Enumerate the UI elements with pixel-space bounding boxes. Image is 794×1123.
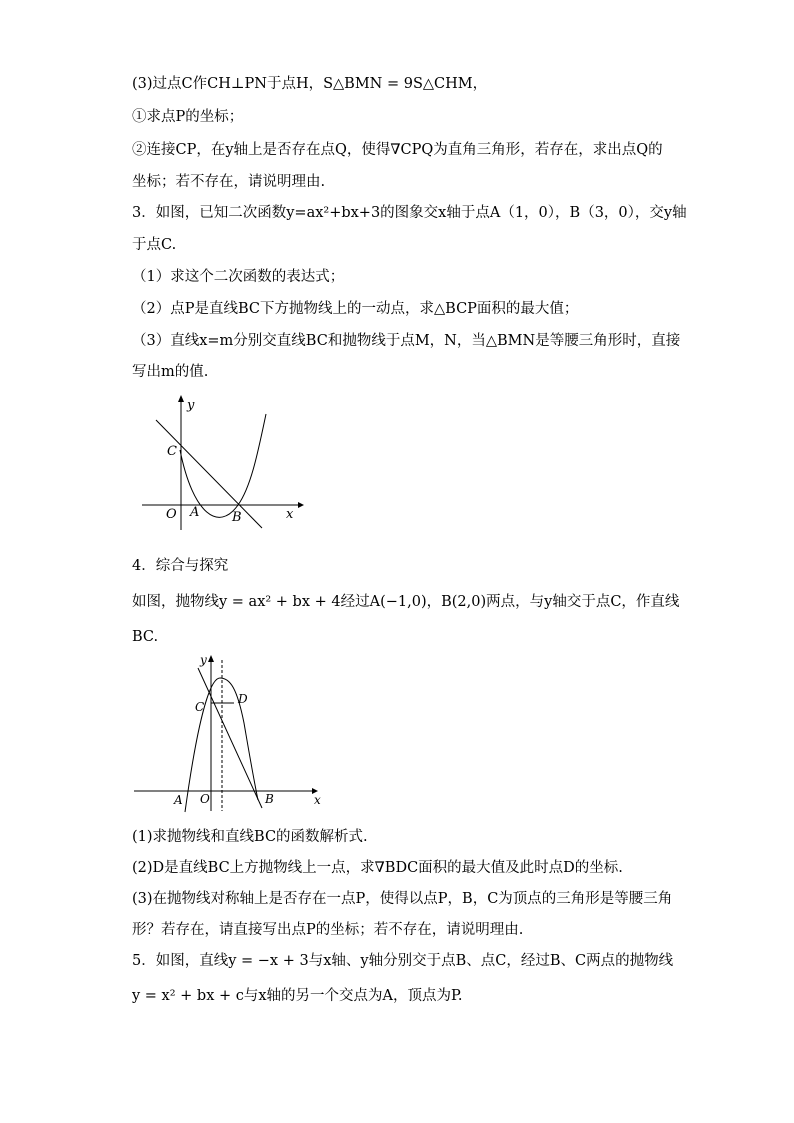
p2-part3: (3)过点C作CH⊥PN于点H，S△BMN = 9S△CHM， <box>132 76 488 92</box>
p4-stem-line2: BC. <box>132 629 159 645</box>
p4-stem-line1: 如图，抛物线y = ax² + bx + 4经过A(−1,0)，B(2,0)两点，与y轴交于点C，作直线 <box>132 594 680 610</box>
p2-q1: ①求点P的坐标； <box>132 109 244 125</box>
p3-q3-line1: （3）直线x=m分别交直线BC和抛物线于点M，N，当△BMN是等腰三角形时，直接 <box>132 333 681 349</box>
p3-label-x: x <box>286 507 294 522</box>
p4-label-c: C <box>195 700 205 714</box>
p3-parabola <box>180 414 266 517</box>
p5-stem-line2: y = x² + bx + c与x轴的另一个交点为A，顶点为P. <box>132 988 463 1004</box>
p4-figure <box>132 648 332 813</box>
p4-q3-line2: 形？若存在，请直接写出点P的坐标；若不存在，请说明理由. <box>132 922 524 938</box>
p3-label-c: C <box>167 444 177 459</box>
p3-figure <box>136 392 306 532</box>
p4-label-y: y <box>200 653 207 667</box>
p5-stem-line1: 5．如图，直线y = −x + 3与x轴、y轴分别交于点B、点C，经过B、C两点的抛物线 <box>132 953 674 969</box>
p4-q2: (2)D是直线BC上方抛物线上一点，求∇BDC面积的最大值及此时点D的坐标. <box>132 860 623 876</box>
p3-label-b: B <box>232 510 242 525</box>
p3-q3-line2: 写出m的值. <box>132 364 209 380</box>
p3-x-arrow <box>298 502 304 508</box>
p4-q1: (1)求抛物线和直线BC的函数解析式. <box>132 829 368 845</box>
p4-q3-line1: (3)在抛物线对称轴上是否存在一点P，使得以点P，B，C为顶点的三角形是等腰三角 <box>132 891 673 907</box>
p3-label-y: y <box>187 398 195 413</box>
p4-title: 4．综合与探究 <box>132 558 229 574</box>
p4-y-arrow <box>208 655 214 662</box>
p3-y-arrow <box>178 395 184 402</box>
p4-label-a: A <box>174 793 183 807</box>
p3-q2: （2）点P是直线BC下方抛物线上的一动点，求△BCP面积的最大值； <box>132 301 579 317</box>
p3-stem-line1: 3．如图，已知二次函数y=ax²+bx+3的图象交x轴于点A（1，0），B（3，0），交y轴 <box>132 205 687 221</box>
p3-label-a: A <box>190 505 200 520</box>
p3-q1: （1）求这个二次函数的表达式； <box>132 269 345 285</box>
p4-line-bc <box>198 668 262 808</box>
p3-stem-line2: 于点C. <box>132 237 177 253</box>
p4-label-o: O <box>200 792 210 806</box>
p2-q2-line2: 坐标；若不存在，请说明理由. <box>132 174 326 190</box>
p4-label-b: B <box>265 792 274 806</box>
p2-q2-line1: ②连接CP，在y轴上是否存在点Q，使得∇CPQ为直角三角形，若存在，求出点Q的 <box>132 142 663 158</box>
p4-label-d: D <box>238 692 248 706</box>
p4-label-x: x <box>314 793 321 807</box>
p3-label-o: O <box>166 507 177 522</box>
